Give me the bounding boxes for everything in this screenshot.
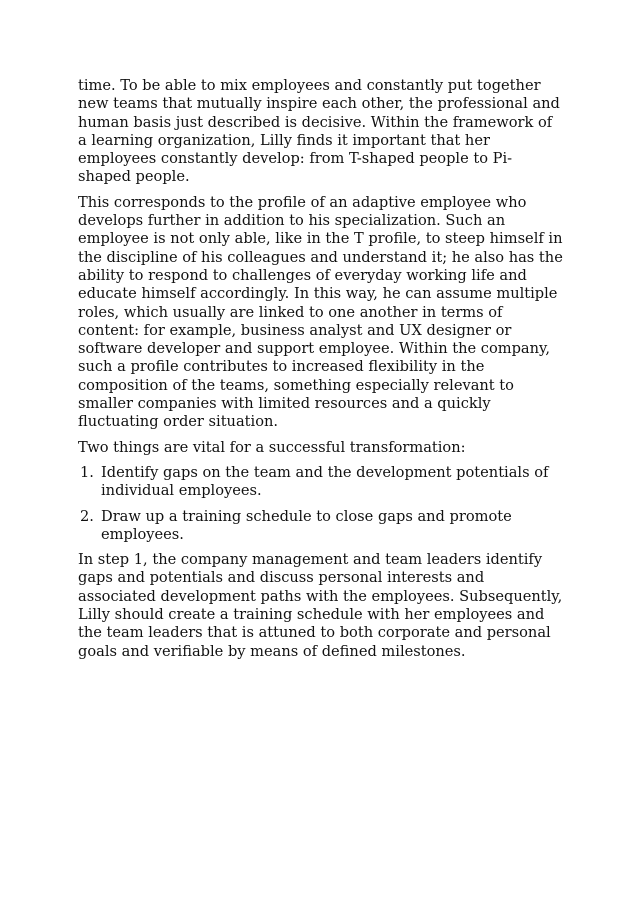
list-marker: 1. (80, 463, 94, 481)
list-item (78, 464, 564, 501)
list-item-text: Identify gaps on the team and the development potentials of individual employees. (101, 463, 549, 500)
paragraph-transformation-intro: Two things are vital for a successful transformation: (78, 438, 466, 456)
transformation-steps-list (78, 464, 564, 544)
paragraph-step-one: In step 1, the company management and team leaders identify gaps and potentials and discuss personal interests and associated development paths with the employees. Subsequently, Lilly should create a training schedule with her employees and the team leaders that is attuned to both corporate and personal goals and verifiable by means of defined milestones. (78, 551, 563, 660)
list-item-text: Draw up a training schedule to close gaps and promote employees. (101, 507, 512, 543)
document-page (78, 77, 564, 668)
paragraph-adaptive-employee: This corresponds to the profile of an adaptive employee who develops further in addition to his specialization. Such an employee is not only able, like in the T profile, to steep himself in the discipline of his colleagues and understand it; he also has the ability to respond to challenges of everyday working life and educate himself accordingly. In this way, he can assume multiple roles, which usually are linked to one another in terms of content: for example, business analyst and UX designer or software developer and support employee. Within the company, such a profile contributes to increased flexibility in the composition of the teams, something especially relevant to smaller companies with limited resources and a quickly fluctuating order situation. (78, 193, 563, 431)
list-item (78, 508, 564, 545)
list-marker: 2. (80, 507, 94, 525)
paragraph-teams: time. To be able to mix employees and constantly put together new teams that mutually inspire each other, the professional and human basis just described is decisive. Within the framework of a learning organization, Lilly finds it important that her employees constantly develop: from T-shaped people to Pi-shaped people. (78, 77, 560, 186)
